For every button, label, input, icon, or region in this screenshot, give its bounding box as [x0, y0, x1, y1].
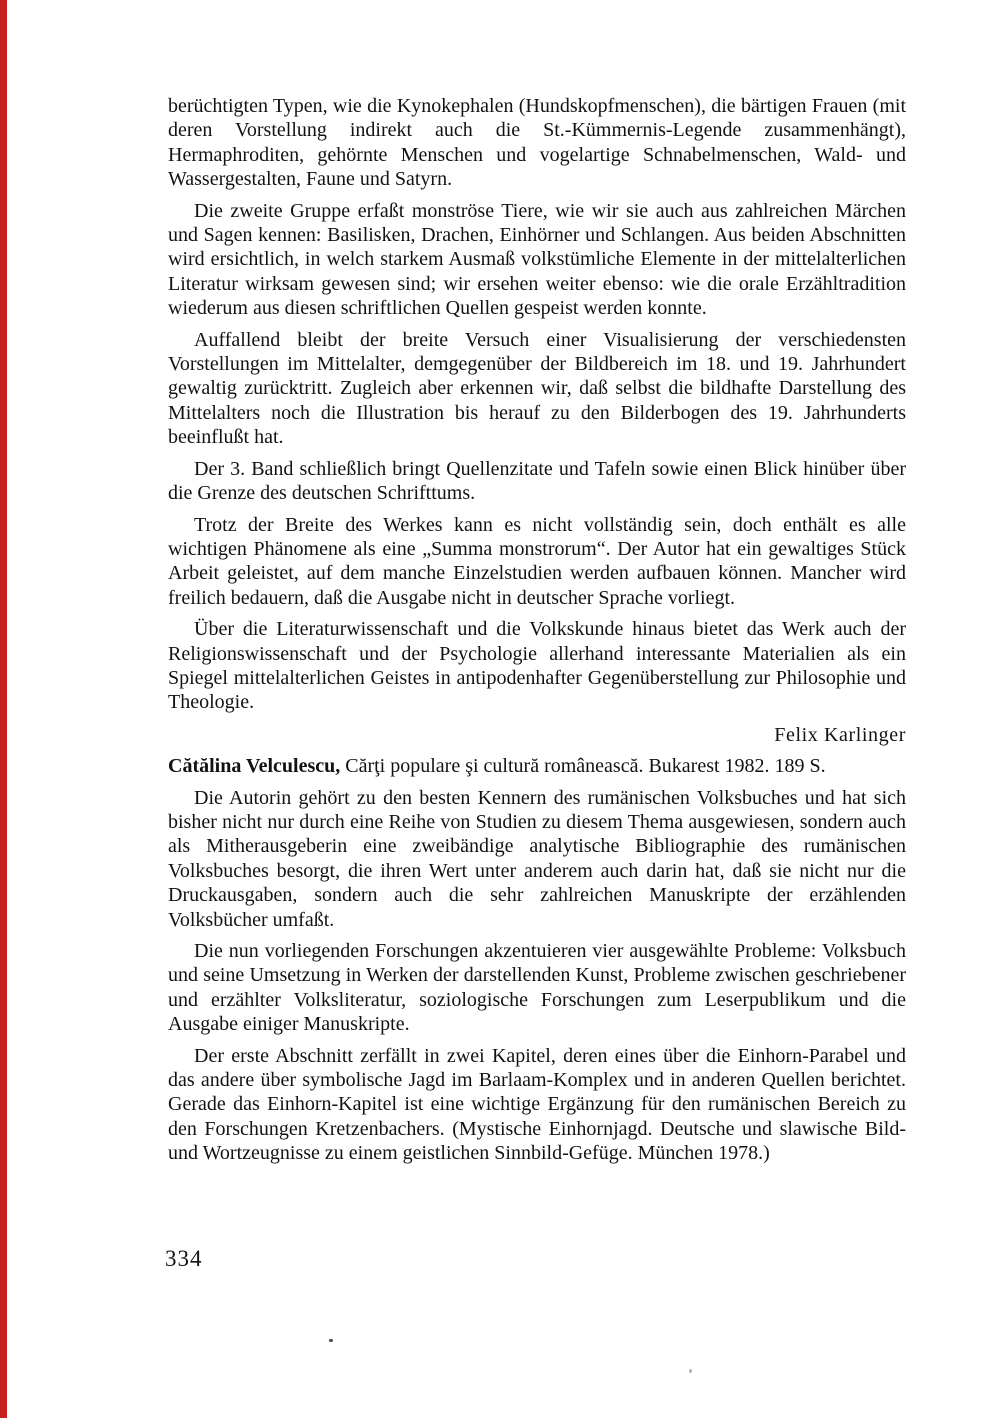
review-heading-title: Cărţi populare şi cultură românească. Bukarest 1982. 189 S. [340, 755, 826, 778]
paragraph: Die nun vorliegenden Forschungen akzentuieren vier ausgewählte Probleme: Volksbuch und seine Umsetzung in Werken der darstellenden Kunst, Probleme zwischen geschriebener und erzählter Volksliteratur, soziologische Forschungen zum Leserpublikum und die Ausgabe einiger Manuskripte. [168, 940, 906, 1036]
review-heading-author: Cătălina Velculescu, [168, 755, 341, 778]
scan-edge-stripe [0, 0, 7, 1418]
scan-speck [689, 1369, 692, 1373]
text-column [168, 94, 906, 1173]
paragraph-continuation: berüchtigten Typen, wie die Kynokephalen (Hundskopfmenschen), die bärtigen Frauen (mit deren Vorstellung indirekt auch die St.-Kümmernis-Legende zusammenhängt), Hermaphroditen, gehörnte Menschen und vogelartige Schnabelmenschen, Wald- und Wassergestalten, Faune und Satyrn. [168, 95, 906, 191]
paragraph: Die zweite Gruppe erfaßt monströse Tiere, wie wir sie auch aus zahlreichen Märchen und Sagen kennen: Basilisken, Drachen, Einhörner und Schlangen. Aus beiden Abschnitten wird ersichtlich, in welch starkem Ausmaß volkstümliche Elemente in der mittelalterlichen Literatur wirksam gewesen sind; wir ersehen weiter ebenso: wie die orale Erzähltradition wiederum aus diesen schriftlichen Quellen gespeist werden konnte. [168, 199, 906, 320]
review-heading [168, 754, 906, 778]
reviewer-signature: Felix Karlinger [774, 723, 906, 746]
paragraph: Der erste Abschnitt zerfällt in zwei Kapitel, deren eines über die Einhorn-Parabel und das andere über symbolische Jagd im Barlaam-Komplex und in anderen Quellen berichtet. Gerade das Einhorn-Kapitel ist eine wichtige Ergänzung für den rumänischen Bereich zu den Forschungen Kretzenbachers. (Mystische Einhornjagd. Deutsche und slawische Bild- und Wortzeugnisse zu einem geistlichen Sinnbild-Gefüge. München 1978.) [168, 1044, 906, 1165]
page-number: 334 [165, 1246, 203, 1271]
paragraph: Die Autorin gehört zu den besten Kennern des rumänischen Volksbuches und hat sich bisher nicht nur durch eine Reihe von Studien zu diesem Thema ausgewiesen, sondern auch als Mitherausgeberin eine zweibändige analytische Bibliographie des rumänischen Volksbuches besorgt, die ihren Wert unter anderem auch darin hat, daß sie nicht nur die Druckausgaben, sondern auch die sehr zahlreichen Manuskripte der erzählenden Volksbücher umfaßt. [168, 786, 906, 931]
paragraph: Trotz der Breite des Werkes kann es nicht vollständig sein, doch enthält es alle wichtigen Phänomene als eine „Summa monstrorum“. Der Autor hat ein gewaltiges Stück Arbeit geleistet, auf dem manche Einzelstudien werden aufbauen können. Mancher wird freilich bedauern, daß die Ausgabe nicht in deutscher Sprache vorliegt. [168, 513, 906, 609]
paragraph: Der 3. Band schließlich bringt Quellenzitate und Tafeln sowie einen Blick hinüber über die Grenze des deutschen Schrifttums. [168, 457, 906, 505]
paragraph: Auffallend bleibt der breite Versuch einer Visualisierung der verschiedensten Vorstellungen im Mittelalter, demgegenüber der Bildbereich im 18. und 19. Jahrhundert gewaltig zurücktritt. Zugleich aber erkennen wir, daß selbst die bildhafte Darstellung des Mittelalters noch die Illustration bis herauf zu den Bilderbogen des 19. Jahrhunderts beeinflußt hat. [168, 328, 906, 449]
scan-speck [329, 1339, 333, 1342]
paragraph: Über die Literaturwissenschaft und die Volkskunde hinaus bietet das Werk auch der Religionswissenschaft und der Psychologie allerhand interessante Materialien als ein Spiegel mittelalterlichen Geistes in antipodenhafter Gegenüberstellung zur Philosophie und Theologie. [168, 618, 906, 714]
